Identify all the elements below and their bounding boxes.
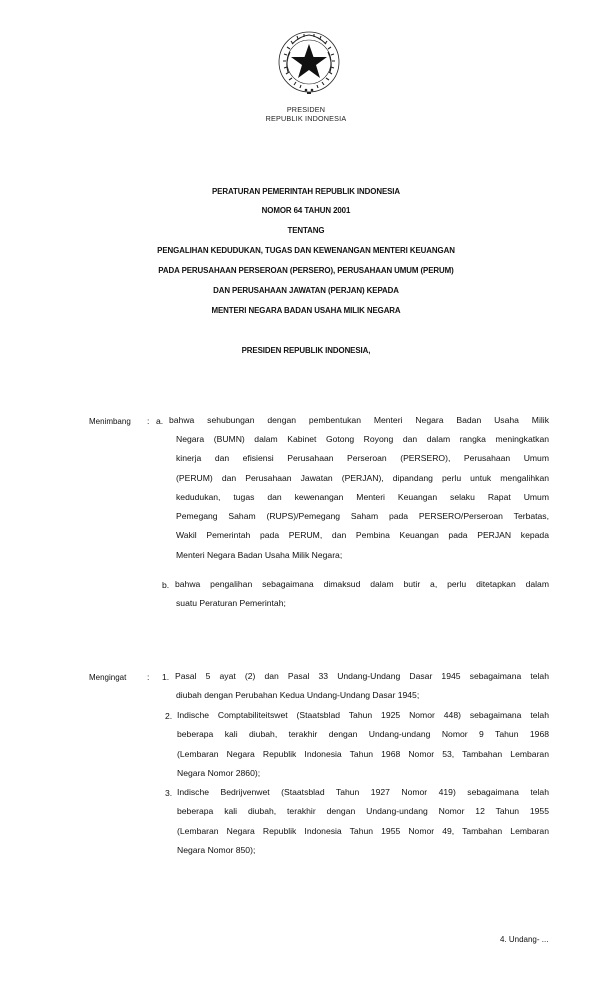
mengingat-label: Mengingat	[89, 672, 127, 682]
mengingat-item-3-marker: 3.	[165, 788, 173, 798]
emblem-caption-republik: REPUBLIK INDONESIA	[265, 114, 347, 123]
menimbang-item-b-marker: b.	[162, 580, 170, 590]
mengingat-item-3-text: Indische Bedrijvenwet (Staatsblad Tahun 1927 Nomor 419) sebagaimana telah beberapa kali diubah, terakhir dengan Undang-undang Nomor 12 Tahun 1955 (Lembaran Negara Republik Indonesia Tahun 1955 Nomor 49, Tambahan Lembaran Negara Nomor 850);	[177, 787, 549, 855]
mengingat-item-1-marker: 1.	[162, 672, 170, 682]
mengingat-item-2-marker: 2.	[165, 711, 173, 721]
regulation-subject-line-3: DAN PERUSAHAAN JAWATAN (PERJAN) KEPADA	[213, 285, 399, 295]
menimbang-item-a-first-line: bahwa sehubungan dengan pembentukan Menteri Negara Badan Usaha Milik	[169, 415, 549, 425]
regulation-subject-line-4: MENTERI NEGARA BADAN USAHA MILIK NEGARA	[211, 305, 401, 315]
menimbang-label: Menimbang	[89, 416, 131, 426]
regulation-tentang: TENTANG	[287, 225, 325, 235]
president-heading: PRESIDEN REPUBLIK INDONESIA,	[241, 345, 371, 355]
regulation-subject-line-1: PENGALIHAN KEDUDUKAN, TUGAS DAN KEWENANGAN MENTERI KEUANGAN	[157, 245, 455, 255]
regulation-number: NOMOR 64 TAHUN 2001	[261, 205, 351, 215]
menimbang-item-a-text: Negara (BUMN) dalam Kabinet Gotong Royong dan dalam rangka meningkatkan kinerja dan efisiensi Perusahaan Perseroan (PERSERO), Perusahaan Umum (PERUM) dan Perusahaan Jawatan (PERJAN), dipandang perlu untuk mengalihkan kedudukan, tugas dan kewenangan Menteri Keuangan selaku Rapat Umum Pemegang Saham (RUPS)/Pemegang Saham pada PERSERO/Perseroan Terbatas, Wakil Pemerintah pada PERUM, dan Pembina Keuangan pada PERJAN kepada Menteri Negara Badan Usaha Milik Negara;	[176, 434, 549, 560]
emblem-caption-presiden: PRESIDEN	[286, 105, 326, 114]
mengingat-item-2-text: Indische Comptabiliteitswet (Staatsblad Tahun 1925 Nomor 448) sebagaimana telah beberapa kali diubah, terakhir dengan Undang-undang Nomor 9 Tahun 1968 (Lembaran Negara Republik Indonesia Tahun 1968 Nomor 53, Tambahan Lembaran Negara Nomor 2860);	[177, 710, 549, 778]
regulation-subject-line-2: PADA PERUSAHAAN PERSEROAN (PERSERO), PERUSAHAAN UMUM (PERUM)	[158, 265, 454, 275]
star-icon	[291, 44, 327, 78]
menimbang-colon: :	[147, 416, 150, 426]
regulation-title: PERATURAN PEMERINTAH REPUBLIK INDONESIA	[211, 186, 401, 196]
menimbang-item-a-marker: a.	[156, 416, 164, 426]
menimbang-item-b-text: bahwa pengalihan sebagaimana dimaksud dalam butir a, perlu ditetapkan dalam suatu Peraturan Pemerintah;	[175, 579, 549, 609]
presidential-emblem-icon	[276, 30, 342, 98]
mengingat-item-1-text: Pasal 5 ayat (2) dan Pasal 33 Undang-Undang Dasar 1945 sebagaimana telah diubah dengan Perubahan Kedua Undang-Undang Dasar 1945;	[175, 671, 549, 701]
page-continuation-marker: 4. Undang- ...	[500, 934, 549, 944]
mengingat-colon: :	[147, 672, 150, 682]
